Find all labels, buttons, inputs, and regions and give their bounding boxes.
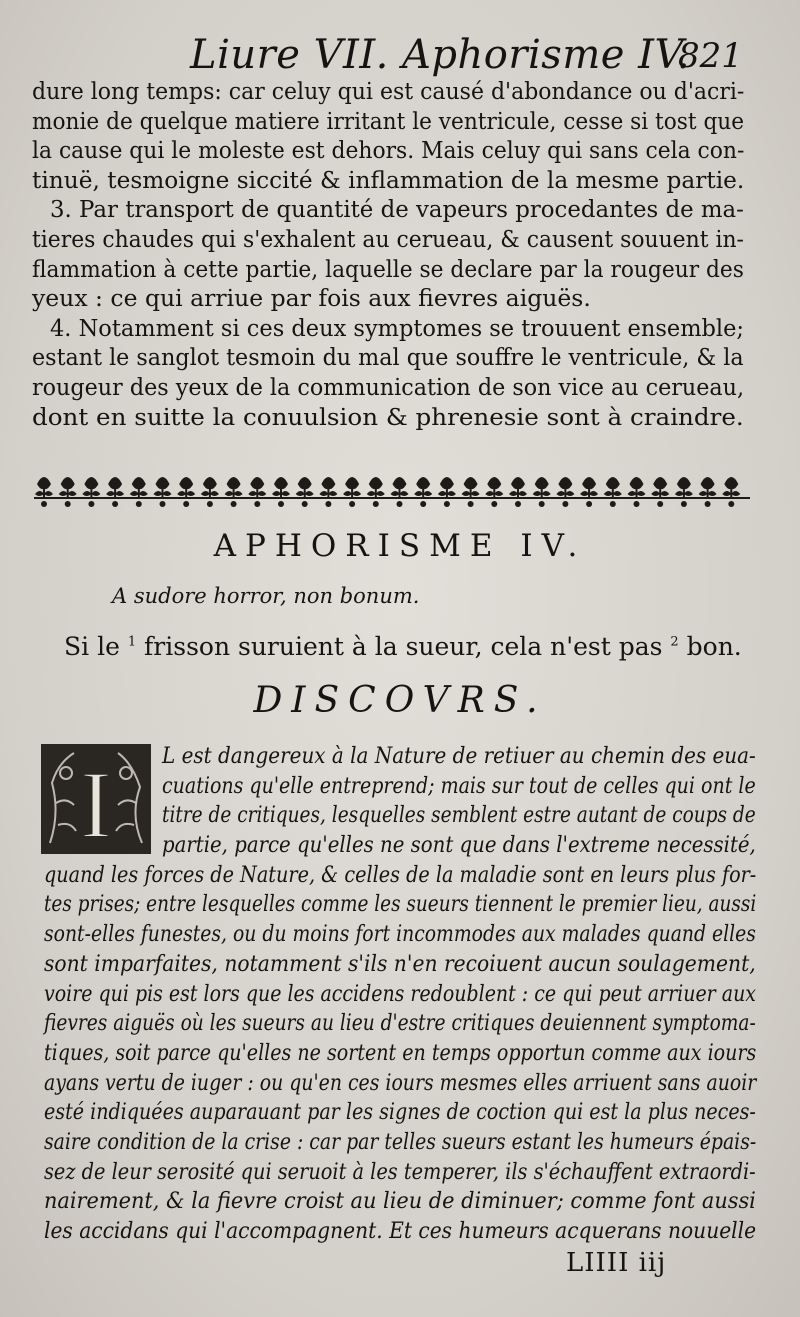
translation-part: frisson suruient à la sueur, cela n'est pas [144,632,663,661]
ornament-motif [248,477,266,507]
ornament-motif [580,477,598,507]
text-line: flammation à cette partie, laquelle se declare par la rougeur des [32,254,744,283]
ornament-motif [628,477,646,507]
text-line: esté indiquées auparauant par les signes de coction qui est la plus neces- [44,1100,756,1126]
ornament-motif [59,477,77,507]
page-number: 821 [678,36,743,76]
ornament-motif [343,477,361,507]
text-line: tinuë, tesmoigne siccité & inflammation de la mesme partie. [32,165,745,194]
ornament-motif [35,477,53,507]
ornament-motif [154,477,172,507]
text-line: L est dangereux à la Nature de retiuer au chemin des eua- [162,744,756,769]
upper-text-block [32,77,752,432]
ornament-motif [391,477,409,507]
ornament-motif [462,477,480,507]
text-line: sont-elles funestes, ou du moins fort incommodes aux malades quand elles [44,922,756,948]
ornament-motif [651,477,669,507]
text-line: 4. Notamment si ces deux symptomes se trouuent ensemble; [50,313,745,342]
text-line: titre de critiques, lesquelles semblent estre autant de coups de [162,803,756,829]
footnote-mark: 2 [670,634,679,650]
initial-letter: I [80,751,112,855]
text-line: nairement, & la fievre croist au lieu de diminuer; comme font aussi [44,1189,756,1215]
translation-part: Si le [64,632,120,661]
discours-text [44,742,760,1247]
text-line: voire qui pis est lors que les accidens redoublent : ce qui peut arriuer aux [44,981,756,1007]
ornament-motif [509,477,527,507]
text-line: la cause qui le moleste est dehors. Mais celuy qui sans cela con- [32,136,745,165]
ornament-motif [556,477,574,507]
text-line: tieres chaudes qui s'exhalent au cerueau, & causent souuent in- [32,224,744,253]
french-translation [64,632,742,661]
running-title: Liure VII. Aphorisme IV. [190,32,691,78]
ornament-motif [675,477,693,507]
translation-part: bon. [686,632,742,661]
text-line: 3. Par transport de quantité de vapeurs procedantes de ma- [50,195,744,224]
ornament-motif [106,477,124,507]
text-line: sont imparfaites, notamment s'ils n'en recoiuent aucun soulagement, [44,951,756,977]
ornament-motif [438,477,456,507]
ornament-motif [201,477,219,507]
text-line: dure long temps: car celuy qui est causé d'abondance ou d'acri- [32,77,745,105]
text-line: ayans vertu de iuger : ou qu'en ces iours mesmes elles arriuent sans auoir [44,1070,757,1096]
discours-heading: DISCOVRS. [253,680,547,721]
ornament-motif [130,477,148,507]
footnote-mark: 1 [127,634,137,650]
ornament-motif [82,477,100,507]
text-line: les accidans qui l'accompagnent. Et ces humeurs acquerans nouuelle [44,1219,757,1244]
ornament-motif [177,477,195,507]
text-line: estant le sanglot tesmoin du mal que souffre le ventricule, & la [32,343,744,372]
text-line: yeux : ce qui arriue par fois aux fievres aiguës. [32,284,591,313]
ornament-motif [604,477,622,507]
text-line: dont en suitte la conuulsion & phrenesie sont à craindre. [32,402,744,431]
ornament-motif [225,477,243,507]
ornament-motif [485,477,503,507]
aphorism-title: APHORISME IV. [213,528,587,564]
text-line: tes prises; entre lesquelles comme les sueurs tiennent le premier lieu, aussi [44,892,757,918]
ornament-motif [367,477,385,507]
ornament-motif [722,477,740,507]
text-line: quand les forces de Nature, & celles de la maladie sont en leurs plus for- [44,862,757,888]
latin-aphorism: A sudore horror, non bonum. [112,584,420,608]
ornament-motif [699,477,717,507]
ornament-motif [414,477,432,507]
ornament-motif [296,477,314,507]
text-line: monie de quelque matiere irritant le ventricule, cesse si tost que [32,106,745,135]
ornament-motif [533,477,551,507]
text-line: saire condition de la crise : car par telles sueurs estant les humeurs épais- [44,1129,757,1155]
signature-mark: LIIII iij [566,1248,667,1278]
text-line: sez de leur serosité qui seruoit à les temperer, ils s'échauffent extraordi- [44,1159,756,1185]
text-line: cuations qu'elle entreprend; mais sur tout de celles qui ont le [162,773,756,799]
page-header [0,32,800,82]
ornamental-border [34,470,750,510]
ornament-motif [319,477,337,507]
text-line: tiques, soit parce qu'elles ne sortent en temps opportun comme aux iours [44,1040,757,1066]
text-line: fievres aiguës où les sueurs au lieu d'estre critiques deuiennent symptoma- [44,1011,756,1037]
ornament-motif [272,477,290,507]
text-line: rougeur des yeux de la communication de son vice au cerueau, [32,372,745,401]
text-line: partie, parce qu'elles ne sont que dans l'extreme necessité, [162,833,756,859]
